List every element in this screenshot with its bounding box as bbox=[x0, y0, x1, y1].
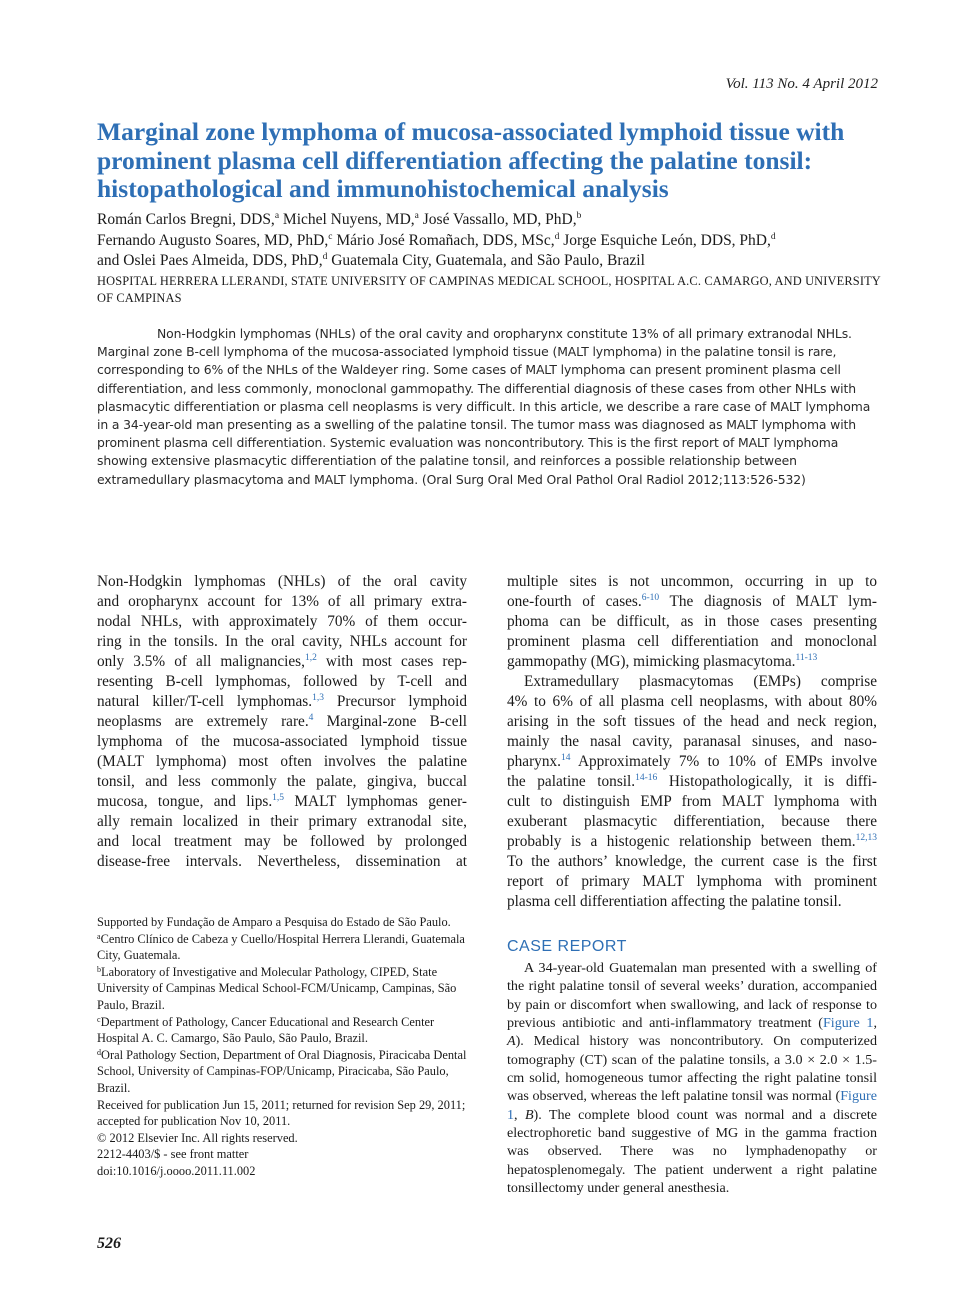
text-fragment: Precursor lymphoid bbox=[323, 693, 467, 710]
text-line: plasma cell differentiation affecting the palatine tonsil. bbox=[507, 893, 842, 910]
text-line: To the authors’ knowledge, the current case is the first bbox=[507, 853, 877, 870]
author-name: Fernando Augusto Soares, MD, PhD, bbox=[97, 231, 329, 249]
text-line: resenting B-cell lymphomas, followed by T-cell and bbox=[97, 673, 467, 690]
text-fragment: one-fourth of cases. bbox=[507, 593, 642, 610]
text-line bbox=[97, 652, 467, 672]
footnotes bbox=[97, 914, 467, 1180]
text-fragment: MALT lymphomas gener- bbox=[284, 793, 467, 810]
text-line: ally remain localized in their primary extranodal site, bbox=[97, 813, 467, 830]
affiliation-note bbox=[97, 931, 467, 964]
author-affiliation-mark: d bbox=[554, 231, 560, 242]
text-line: phoma can be difficult, as in those cases presenting bbox=[507, 613, 877, 630]
author-affiliation-mark: d bbox=[322, 252, 328, 262]
text-line: (MALT lymphoma) most often involves the palatine bbox=[97, 753, 467, 770]
abstract bbox=[97, 325, 875, 489]
abstract-citation: (Oral Surg Oral Med Oral Pathol Oral Radiol 2012;113:526-532) bbox=[421, 471, 806, 487]
author-list bbox=[97, 210, 887, 272]
text-line bbox=[507, 832, 877, 852]
affiliation-note bbox=[97, 1014, 467, 1047]
author-affiliation-mark: a bbox=[414, 211, 419, 221]
text-fragment: neoplasms are extremely rare. bbox=[97, 713, 309, 730]
case-report-body bbox=[507, 959, 877, 1197]
text-fragment: probably is a histogenic relationship between them. bbox=[507, 833, 856, 850]
text-line bbox=[97, 692, 467, 712]
text-line bbox=[507, 592, 877, 612]
affiliation-text: Oral Pathology Section, Department of Oral Diagnosis, Piracicaba Dental School, University of Campinas-FOP/Unicamp, Piracicaba, São Paulo, Brazil. bbox=[97, 1047, 467, 1095]
text-line bbox=[97, 792, 467, 812]
funding-note: Supported by Fundação de Amparo a Pesquisa do Estado de São Paulo. bbox=[97, 915, 451, 929]
affiliation-note bbox=[97, 964, 467, 1014]
text-line: tonsil, and less commonly the palate, gingiva, buccal bbox=[97, 773, 467, 790]
text-fragment: ). Medical history was noncontributory. On computerized tomography (CT) scan of the palatine tonsils, a 3.0 × 2.0 × 1.5-cm solid, homogeneous tumor affecting the right palatine tonsil was observed, whereas the left palatine tonsil was normal ( bbox=[507, 1033, 877, 1105]
text-fragment: A 34-year-old Guatemalan man presented with a swelling of the right palatine tonsil of several weeks’ duration, accompanied by pain or discomfort when swallowing, and lack of response to previous antibiotic and anti-inflammatory treatment ( bbox=[507, 960, 877, 1032]
text-line bbox=[507, 652, 877, 672]
text-line: arising in the soft tissues of the head and neck region, bbox=[507, 713, 877, 730]
author-name: Jorge Esquiche León, DDS, PhD, bbox=[563, 231, 771, 249]
reference-link[interactable]: 14 bbox=[560, 753, 571, 763]
reference-link[interactable]: 12,13 bbox=[855, 833, 877, 843]
affiliation-note bbox=[97, 1047, 467, 1097]
text-fragment: mucosa, tongue, and lips. bbox=[97, 793, 273, 810]
text-line: Extramedullary plasmacytomas (EMPs) comprise bbox=[524, 673, 877, 690]
text-line: and local treatment may be followed by prolonged bbox=[97, 833, 467, 850]
reference-link[interactable]: 1,5 bbox=[272, 793, 285, 803]
reference-link[interactable]: 1,2 bbox=[304, 653, 317, 663]
abstract-text: Non-Hodgkin lymphomas (NHLs) of the oral cavity and oropharynx constitute 13% of all primary extranodal NHLs. Marginal zone B-cell lymphoma of the mucosa-associated lymphoid tissue (MALT lymphoma) in the palatine tonsil is rare, corresponding to 6% of the NHLs of the Waldeyer ring. Some cases of MALT lymphoma can present prominent plasma cell differentiation, and less commonly, monoclonal gammopathy. The differential diagnosis of these cases from other NHLs with plasmacytic differentiation or plasma cell neoplasms is very difficult. In this article, we describe a rare case of MALT lymphoma in a 34-year-old man presenting as a swelling of the palatine tonsil. The tumor mass was diagnosed as MALT lymphoma with prominent plasma cell differentiation. Systemic evaluation was noncontributory. This is the first report of MALT lymphoma showing extensive plasmacytic differentiation of the palatine tonsil, and reinforces a possible relationship between extramedullary plasmacytoma and MALT lymphoma. bbox=[97, 326, 871, 487]
text-fragment: gammopathy (MG), mimicking plasmacytoma. bbox=[507, 653, 796, 670]
figure-link[interactable]: Figure 1 bbox=[507, 1088, 877, 1123]
author-location: Guatemala City, Guatemala, and São Paulo, Brazil bbox=[331, 252, 645, 269]
text-line bbox=[507, 772, 877, 792]
author-affiliation-mark: a bbox=[274, 211, 280, 221]
intro-left-column bbox=[97, 572, 467, 872]
intro-right-column bbox=[507, 572, 877, 912]
author-name: Mário José Romañach, DDS, MSc, bbox=[336, 231, 555, 249]
text-fragment: pharynx. bbox=[507, 753, 561, 770]
text-fragment: natural killer/T-cell lymphomas. bbox=[97, 693, 313, 710]
text-line: ring in the tonsils. In the oral cavity, NHLs account for bbox=[97, 633, 467, 650]
reference-link[interactable]: 1,3 bbox=[312, 693, 324, 703]
affiliation-text: Department of Pathology, Cancer Educational and Research Center Hospital A. C. Camargo, São Paulo, São Paulo, Brazil. bbox=[97, 1014, 435, 1046]
figure-link[interactable]: Figure 1 bbox=[822, 1015, 874, 1032]
author-name: Michel Nuyens, MD, bbox=[282, 211, 415, 228]
publication-dates: Received for publication Jun 15, 2011; returned for revision Sep 29, 2011; accepted for publication Nov 10, 2011. bbox=[97, 1097, 466, 1129]
case-report-heading: CASE REPORT bbox=[507, 938, 627, 955]
author-affiliation-mark: b bbox=[576, 211, 582, 221]
figure-panel: A bbox=[507, 1033, 516, 1050]
reference-link[interactable]: 14-16 bbox=[635, 773, 658, 783]
doi-line: doi:10.1016/j.oooo.2011.11.002 bbox=[97, 1163, 256, 1178]
affiliation-mark: b bbox=[97, 964, 101, 974]
author-name: José Vassallo, MD, PhD, bbox=[422, 211, 577, 228]
text-fragment: Histopathologically, it is diffi- bbox=[657, 773, 877, 790]
text-line: disease-free intervals. Nevertheless, dissemination at bbox=[97, 853, 467, 870]
case-report-paragraph: A 34-year-old Guatemalan man presented with a swelling of the right palatine tonsil of several weeks’ duration, accompanied by pain or discomfort when swallowing, and lack of response to previous antibiotic and anti-inflammatory treatment (Figure 1, A). Medical history was noncontributory. On computerized tomography (CT) scan of the palatine tonsils, a 3.0 × 2.0 × 1.5-cm solid, homogeneous tumor affecting the right palatine tonsil was observed, whereas the left palatine tonsil was normal (Figure 1, B). The complete blood count was normal and a discrete electrophoretic band suggestive of MG in the gamma fraction was observed. There was no lymphadenopathy or hepatosplenomegaly. The patient underwent a right palatine tonsillectomy under general anesthesia. bbox=[507, 960, 878, 1197]
text-line: 4% to 6% of all plasma cell neoplasms, with about 80% bbox=[507, 693, 877, 710]
text-line: multiple sites is not uncommon, occurring in up to bbox=[507, 573, 877, 590]
issn-line: 2212-4403/$ - see front matter bbox=[97, 1147, 249, 1162]
text-fragment: Marginal-zone B-cell bbox=[313, 713, 467, 730]
affiliation-mark: a bbox=[97, 931, 101, 941]
text-line bbox=[97, 712, 467, 732]
text-fragment: The diagnosis of MALT lym- bbox=[659, 593, 877, 610]
text-fragment: only 3.5% of all malignancies, bbox=[97, 653, 305, 670]
reference-link[interactable]: 4 bbox=[308, 713, 314, 723]
article-title: Marginal zone lymphoma of mucosa-associated lymphoid tissue with prominent plasma cell differentiation affecting the palatine tonsil: histopathological and immunohistochemical analysis bbox=[97, 117, 845, 203]
affiliation-mark: d bbox=[97, 1047, 101, 1057]
text-fragment: with most cases rep- bbox=[316, 653, 467, 670]
journal-issue-line: Vol. 113 No. 4 April 2012 bbox=[725, 76, 878, 92]
author-name: and Oslei Paes Almeida, DDS, PhD, bbox=[97, 252, 323, 269]
text-line: exuberant plasmacytic differentiation, because there bbox=[507, 813, 877, 830]
page-number: 526 bbox=[97, 1235, 121, 1252]
text-fragment: ). The complete blood count was normal and a discrete electrophoretic band suggestive of MG in the gamma fraction was observed. There was no lymphadenopathy or hepatosplenomegaly. The patient underwent a right palatine tonsillectomy under general anesthesia. bbox=[507, 1106, 878, 1197]
affiliation-text: Centro Clínico de Cabeza y Cuello/Hospital Herrera Llerandi, Guatemala City, Guatemala. bbox=[97, 931, 465, 963]
affiliation-mark: c bbox=[97, 1014, 101, 1024]
text-line: lymphoma of the mucosa-associated lymphoid tissue bbox=[97, 733, 467, 750]
text-line: prominent plasma cell differentiation and monoclonal bbox=[507, 633, 877, 650]
author-name: Román Carlos Bregni, DDS, bbox=[97, 211, 275, 228]
text-line: report of primary MALT lymphoma with prominent bbox=[507, 873, 877, 890]
text-line: nodal NHLs, with approximately 70% of them occur- bbox=[97, 613, 467, 630]
affiliation-text: Laboratory of Investigative and Molecular Pathology, CIPED, State University of Campinas Medical School-FCM/Unicamp, Campinas, São Paulo, Brazil. bbox=[97, 964, 457, 1012]
text-line bbox=[507, 752, 877, 772]
reference-link[interactable]: 11-13 bbox=[795, 653, 818, 663]
text-line: cult to distinguish EMP from MALT lymphoma with bbox=[507, 793, 877, 810]
text-fragment: the palatine tonsil. bbox=[507, 773, 636, 790]
figure-panel: B bbox=[524, 1106, 534, 1123]
text-line: mainly the nasal cavity, paranasal sinuses, and naso- bbox=[507, 733, 877, 750]
copyright-notice: © 2012 Elsevier Inc. All rights reserved. bbox=[97, 1130, 298, 1145]
author-affiliation-mark: d bbox=[770, 231, 776, 242]
author-affiliation-mark: c bbox=[328, 231, 333, 242]
reference-link[interactable]: 6-10 bbox=[641, 593, 660, 603]
text-fragment: Approximately 7% to 10% of EMPs involve bbox=[570, 753, 877, 770]
text-line: Non-Hodgkin lymphomas (NHLs) of the oral cavity bbox=[97, 573, 467, 590]
text-line: and oropharynx account for 13% of all primary extra- bbox=[97, 593, 467, 610]
institution-affiliation: HOSPITAL HERRERA LLERANDI, STATE UNIVERSITY OF CAMPINAS MEDICAL SCHOOL, HOSPITAL A.C. CAMARGO, AND UNIVERSITY OF CAMPINAS bbox=[97, 274, 881, 305]
